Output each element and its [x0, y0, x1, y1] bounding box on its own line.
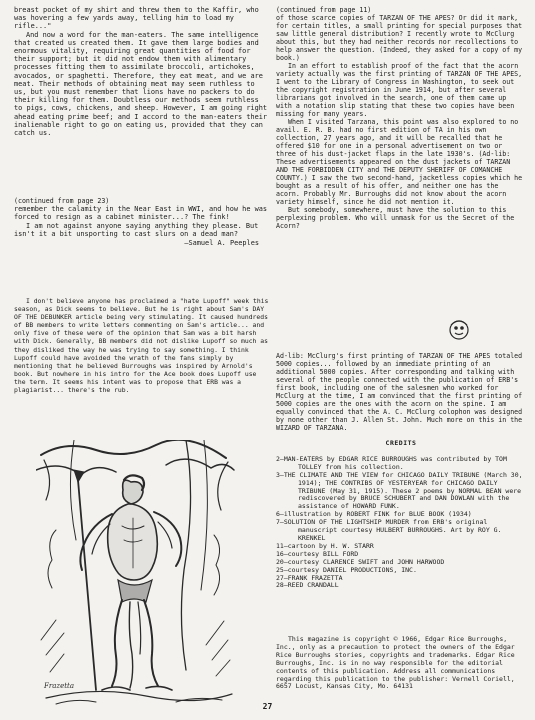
credits-section	[276, 440, 526, 590]
credit-item: 27—FRANK FRAZETTA	[276, 573, 343, 582]
credit-item: 6—illustration by ROBERT FINK for BLUE BOOK (1934)	[276, 510, 472, 519]
editorial-paragraph: I don't believe anyone has proclaimed a "hate Lupoff" week this season, as Dick seems to believe. But he is right about Sam's DAY OF THE DEBUNKER article being very stimulating. It caused hundreds of BB members to write letters commenting on Sam's article... and only five of these were of the opinion that Sam was a bit harsh with Dick. Generally, BB members did not dislike Lupoff so much as they disliked the way he was trying to say something. I think Lupoff could have avoided the wrath of the fans simply by mentioning that he believed Burroughs was inspired by Arnold's book. But nowhere in his intro for the Ace book does Lupoff use the term. It seems his intent was to propose that ERB was a plagiarist... there's the rub.	[14, 297, 269, 395]
credit-item: 16—courtesy BILL FORD	[276, 549, 359, 558]
acorn-article	[276, 6, 526, 230]
credits-list	[276, 456, 526, 590]
letter-paragraph-1: remember the calamity in the Near East in WWI, and how he was forced to resign as a cabinet minister...? The fink!	[14, 205, 268, 222]
page-number: 27	[262, 702, 273, 711]
man-eaters-paragraph-2: And now a word for the man-eaters. The same intelligence that created us created them. It gave them large bodies and enormous vitality, requiring great quantities of food for their support; but it did not endow them with alimentary processes fitting them to assimilate broccoli, artichokes, avocados, or spaghetti. Therefore, they eat meat, and we are meat. Their methods of obtaining meat may seem ruthless to us, but you must remember that lions have no packers to do their killing for them. Doubtless our methods seem ruthless to pigs, cows, chickens, and sheep. However, I am going right ahead eating prime beef; and I accord to the man-eaters their inalienable right to go on eating us, provided that they can catch us.	[14, 30, 268, 138]
letter-continuation	[14, 197, 269, 247]
copyright-notice	[276, 636, 526, 691]
credits-title: CREDITS	[385, 439, 417, 447]
acorn-paragraph-4: But somebody, somewhere, must have the solution to this perplexing problem. Who will unmask for us the Secret of the Acorn?	[276, 206, 515, 230]
editorial-note	[14, 297, 269, 394]
acorn-paragraph-1: of those scarce copies of TARZAN OF THE APES? Or did it mark, for certain titles, a small printing for special purposes that saw little general distribution? I recently wrote to McClurg about this, but they had neither records nor recollections to help answer the question. (Indeed, they asked for a copy of my book.)	[276, 14, 523, 62]
adlib-paragraph: Ad-lib: McClurg's first printing of TARZAN OF THE APES totaled 5000 copies... followed by an immediate printing of an additional 5000 copies. After corresponding and talking with several of the people connected with the publication of ERB's first book, including one of the salesmen who worked for McClurg at the time, I am convinced that the first printing of 5000 copies are the ones with the acorn on the spine. I am equally convinced that the A. C. McClurg colophon was designed by none other than J. Allen St. John. Much more on this in the WIZARD OF TARZANA.	[276, 352, 523, 432]
letter-paragraph-2: I am not against anyone saying anything they please. But isn't it a bit unsporting to cast slurs on a dead man?	[14, 221, 259, 238]
tarzan-illustration	[36, 440, 236, 708]
credit-item: 2—MAN-EATERS by EDGAR RICE BURROUGHS was contributed by TOM TOLLEY from his collection.	[276, 454, 507, 471]
credit-item: 25—courtesy DANIEL PRODUCTIONS, INC.	[276, 565, 417, 574]
acorn-paragraph-2: In an effort to establish proof of the fact that the acorn variety actually was the first printing of TARZAN OF THE APES, I went to the Library of Congress in Washington, to seek out the copyright registration in June 1914, but after several librarians got involved in the search, one of them came up with a notation slip stating that these two copies have been missing for many years.	[276, 62, 523, 118]
face-doodle-icon	[447, 318, 471, 342]
credit-item: 11—cartoon by H. W. STARR	[276, 541, 374, 550]
man-eaters-paragraph-1: breast pocket of my shirt and threw them to the Kaffir, who was hovering a few yards away, telling him to load my rifle..."	[14, 6, 259, 31]
acorn-paragraph-3: When I visited Tarzana, this point was also explored to no avail. E. R. B. had no first edition of TA in his own collection, 27 years ago, and it will be recalled that he offered $10 for one in a personal advertisement on two or three of his dust-jacket flaps in the late 1930's. (Ad-lib: These advertisements appeared on the dust jackets of TARZAN AND THE FORBIDDEN CITY and THE DEPUTY SHERIFF OF COMANCHE COUNTY.) I saw the two second-hand, jacketless copies which he bought as a result of his offer, and neither one has the acorn. Probably Mr. Burroughs did not know about the acorn variety himself, since he did not mention it.	[276, 118, 523, 206]
credit-item: 28—REED CRANDALL	[276, 581, 339, 590]
letter-signature: —Samuel A. Peeples	[184, 239, 259, 248]
credit-item: 3—THE CLIMATE AND THE VIEW for CHICAGO DAILY TRIBUNE (March 30, 1914); THE CONTRIBS OF YESTERYEAR for CHICAGO DAILY TRIBUNE (May 31, 1915). These 2 poems by NORMAL BEAN were rediscovered by BRUCE SCHUBERT and DAN DOWLAN with the assistance of HOWARD FUNK.	[276, 470, 523, 511]
continued-from-label-right: (continued from page 11)	[276, 6, 372, 14]
artist-signature: Frazetta	[44, 682, 75, 690]
credit-item: 20—courtesy CLARENCE SWIFT and JOHN HARWOOD	[276, 557, 445, 566]
copyright-paragraph: This magazine is copyright © 1966, Edgar Rice Burroughs, Inc., only as a precaution to protect the owners of the Edgar Rice Burroughs stories, copyrights and trademarks. Edgar Rice Burroughs, Inc. is in no way responsible for the editorial contents of this publication. Address all communications regarding this publication to the publisher: Vernell Coriell, 6657 Locust, Kansas City, Mo. 64131	[276, 635, 515, 691]
continued-from-label: (continued from page 23)	[14, 197, 110, 205]
left-column-top	[14, 6, 269, 137]
adlib-note	[276, 352, 526, 432]
credit-item: 7—SOLUTION OF THE LIGHTSHIP MURDER from ERB's original manuscript courtesy HULBERT BURROUGHS. Art by ROY G. KRENKEL	[276, 518, 502, 542]
